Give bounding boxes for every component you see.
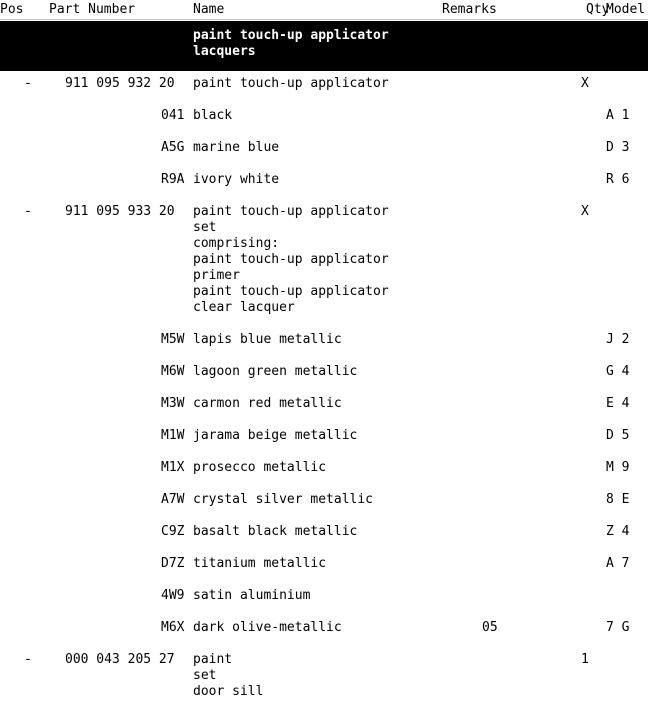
row-remarks: 05 (482, 620, 498, 635)
group-heading-line2: lacquers (193, 44, 256, 59)
row-model: E 4 (606, 396, 630, 411)
row-name: clear lacquer (193, 300, 295, 315)
row-name: crystal silver metallic (193, 492, 374, 507)
row-model: J 2 (606, 332, 630, 347)
row-name: lagoon green metallic (193, 364, 358, 379)
row-color-code: R9A (161, 172, 185, 187)
row-pos: - (24, 76, 32, 91)
header-part-number: Part Number (49, 2, 136, 17)
row-qty: 1 (581, 652, 589, 667)
row-model: A 1 (606, 108, 630, 123)
row-name: titanium metallic (193, 556, 327, 571)
header-qty: Qty (586, 2, 610, 17)
header-model: Model (606, 2, 646, 17)
row-color-code: M1X (161, 460, 185, 475)
row-name: primer (193, 268, 240, 283)
header-pos: Pos (0, 2, 24, 17)
row-part-number: 911 095 932 20 (65, 76, 175, 91)
row-color-code: M6W (161, 364, 185, 379)
row-name: basalt black metallic (193, 524, 358, 539)
row-model: R 6 (606, 172, 630, 187)
row-name: paint touch-up applicator (193, 252, 389, 267)
row-name: prosecco metallic (193, 460, 327, 475)
row-name: paint touch-up applicator (193, 284, 389, 299)
row-color-code: 041 (161, 108, 185, 123)
row-name: black (193, 108, 233, 123)
row-model: Z 4 (606, 524, 630, 539)
row-name: lapis blue metallic (193, 332, 342, 347)
row-color-code: D7Z (161, 556, 185, 571)
row-name: carmon red metallic (193, 396, 342, 411)
row-model: D 3 (606, 140, 630, 155)
row-name: paint (193, 652, 233, 667)
row-color-code: A7W (161, 492, 185, 507)
row-model: D 5 (606, 428, 630, 443)
row-name: jarama beige metallic (193, 428, 358, 443)
row-name: ivory white (193, 172, 280, 187)
row-color-code: C9Z (161, 524, 185, 539)
header-name: Name (193, 2, 225, 17)
row-color-code: A5G (161, 140, 185, 155)
row-model: 8 E (606, 492, 630, 507)
row-name: paint touch-up applicator (193, 76, 389, 91)
header-remarks: Remarks (442, 2, 497, 17)
row-model: A 7 (606, 556, 630, 571)
row-name: marine blue (193, 140, 280, 155)
row-model: M 9 (606, 460, 630, 475)
row-pos: - (24, 652, 32, 667)
row-part-number: 000 043 205 27 (65, 652, 175, 667)
row-model: 7 G (606, 620, 630, 635)
row-name: satin aluminium (193, 588, 311, 603)
row-name: paint touch-up applicator (193, 204, 389, 219)
row-color-code: M6X (161, 620, 185, 635)
row-model: G 4 (606, 364, 630, 379)
row-qty: X (581, 76, 589, 91)
row-color-code: M1W (161, 428, 185, 443)
row-color-code: 4W9 (161, 588, 185, 603)
row-part-number: 911 095 933 20 (65, 204, 175, 219)
row-name: door sill (193, 684, 264, 699)
row-color-code: M5W (161, 332, 185, 347)
row-name: set (193, 220, 217, 235)
row-name: set (193, 668, 217, 683)
row-pos: - (24, 204, 32, 219)
row-name: comprising: (193, 236, 280, 251)
row-qty: X (581, 204, 589, 219)
group-heading-line1: paint touch-up applicator (193, 28, 389, 43)
row-name: dark olive-metallic (193, 620, 342, 635)
row-color-code: M3W (161, 396, 185, 411)
